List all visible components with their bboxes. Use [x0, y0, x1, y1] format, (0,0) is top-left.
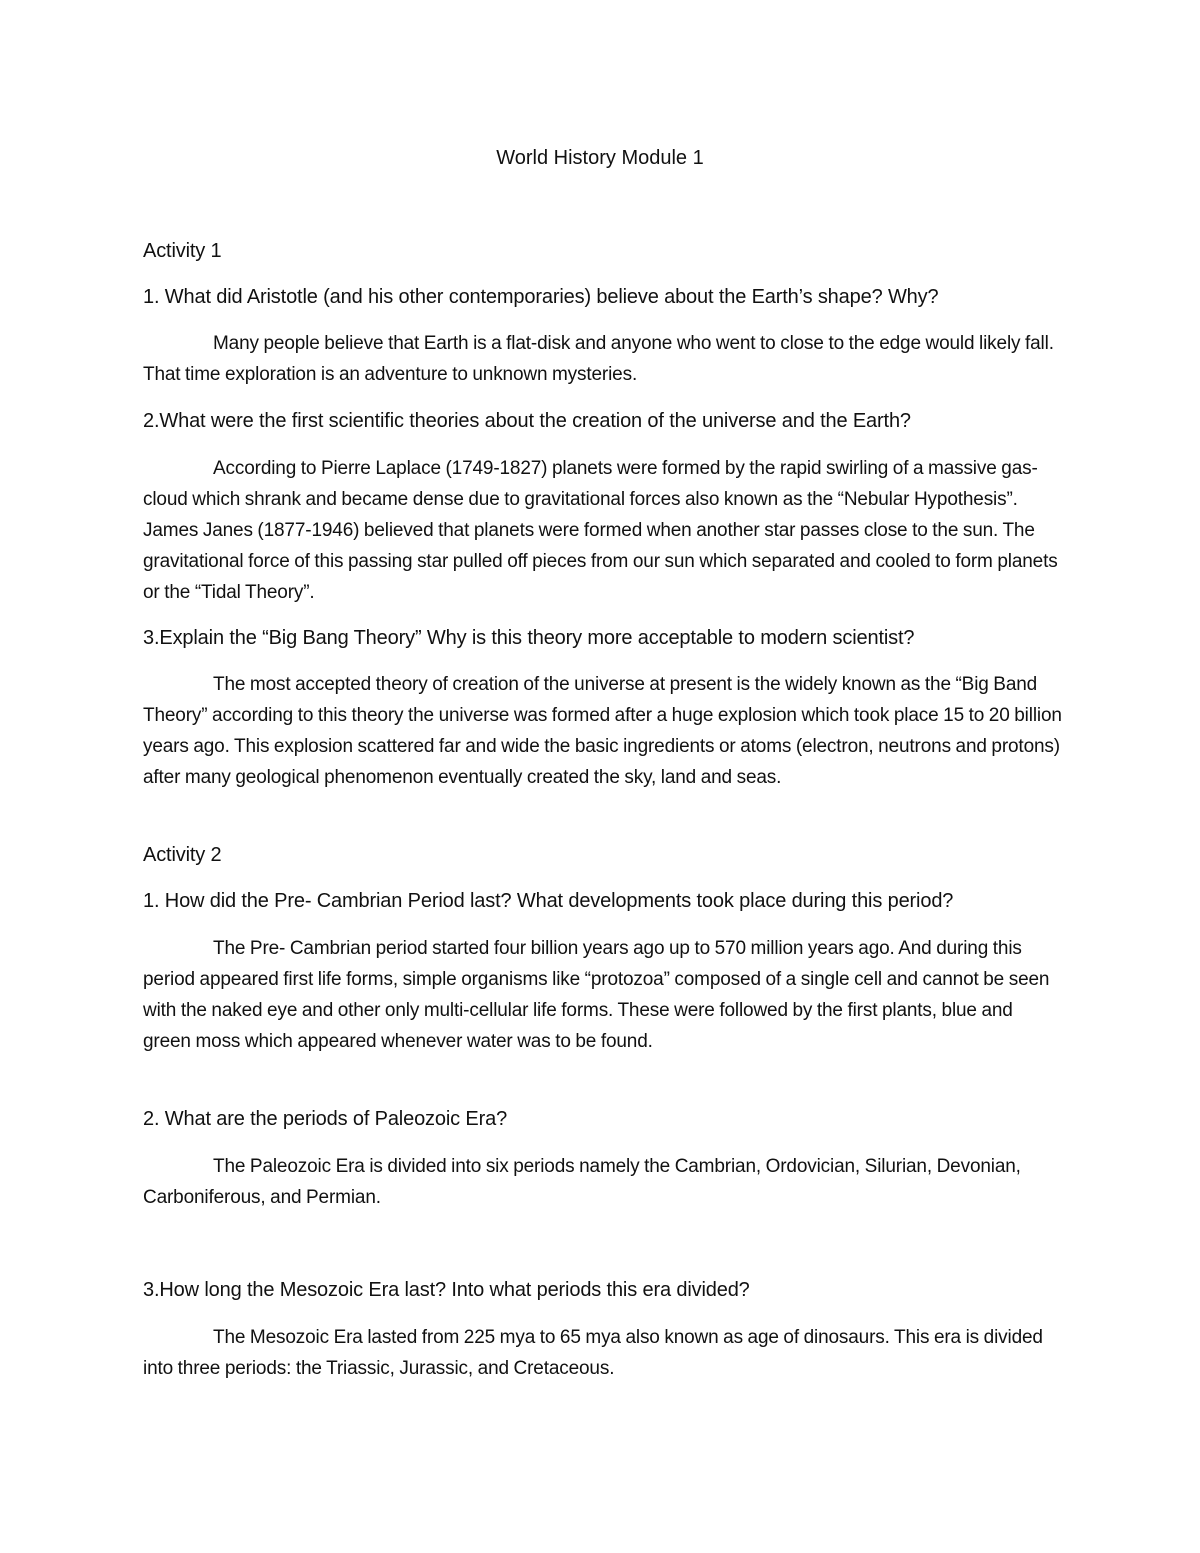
activity-2-answer-1: The Pre- Cambrian period started four billion years ago up to 570 million years ago. And during this period appeared first life forms, simple organisms like “protozoa” composed of a single cell and cannot be seen with the naked eye and other only multi-cellular life forms. These were followed by the first plants, blue and green moss which appeared whenever water was to be found. [143, 938, 1050, 1052]
activity-1-question-1: 1. What did Aristotle (and his other contemporaries) believe about the Earth’s shape? Why? [143, 286, 939, 308]
activity-1-answer-1: Many people believe that Earth is a flat-disk and anyone who went to close to the edge would likely fall. That time exploration is an adventure to unknown mysteries. [143, 333, 1054, 385]
activity-2-question-3: 3.How long the Mesozoic Era last? Into what periods this era divided? [143, 1279, 750, 1301]
activity-2-question-1: 1. How did the Pre- Cambrian Period last? What developments took place during this period? [143, 890, 954, 912]
document-title: World History Module 1 [496, 147, 704, 169]
activity-2-answer-2: The Paleozoic Era is divided into six periods namely the Cambrian, Ordovician, Silurian, Devonian, Carboniferous, and Permian. [143, 1156, 1021, 1208]
activity-2-heading: Activity 2 [143, 844, 222, 866]
activity-1-heading: Activity 1 [143, 240, 222, 262]
activity-1-question-3: 3.Explain the “Big Bang Theory” Why is this theory more acceptable to modern scientist? [143, 627, 915, 649]
activity-2-question-2: 2. What are the periods of Paleozoic Era? [143, 1108, 508, 1130]
activity-1-answer-3: The most accepted theory of creation of the universe at present is the widely known as the “Big Band Theory” according to this theory the universe was formed after a huge explosion which took place 15 to 20 billion years ago. This explosion scattered far and wide the basic ingredients or atoms (electron, neutrons and protons) after many geological phenomenon eventually created the sky, land and seas. [143, 674, 1062, 788]
activity-2-answer-3: The Mesozoic Era lasted from 225 mya to 65 mya also known as age of dinosaurs. This era is divided into three periods: the Triassic, Jurassic, and Cretaceous. [143, 1327, 1043, 1379]
activity-1-question-2: 2.What were the first scientific theories about the creation of the universe and the Earth? [143, 410, 911, 432]
activity-1-answer-2: According to Pierre Laplace (1749-1827) planets were formed by the rapid swirling of a massive gas-cloud which shrank and became dense due to gravitational forces also known as the “Nebular Hypothesis”. James Janes (1877-1946) believed that planets were formed when another star passes close to the sun. The gravitational force of this passing star pulled off pieces from our sun which separated and cooled to form planets or the “Tidal Theory”. [143, 458, 1058, 603]
